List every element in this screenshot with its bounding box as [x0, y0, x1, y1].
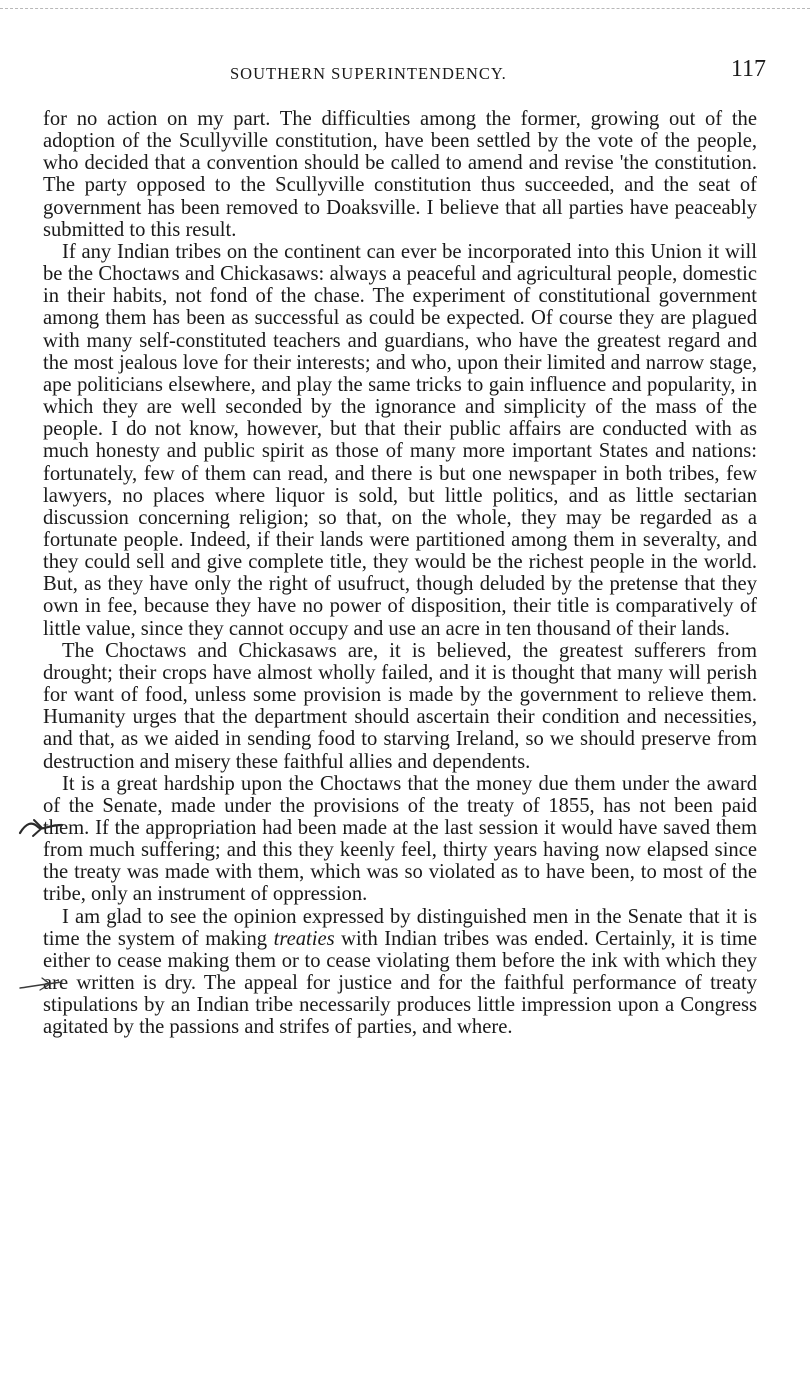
paragraph-5-text-a: I am glad to see the opinion expressed by distinguished men in the Senate that it is time the system of making: [43, 905, 757, 950]
paragraph-4: It is a great hardship upon the Choctaws that the money due them under the award of the Senate, made under the provisions of the treaty of 1855, has not been paid them. If the appropriation had been made at the last session it would have saved them from much suffering; and this they keenly feel, thirty years having now elapsed since the treaty was made with them, which was so violated as to have been, to most of the tribe, only an instrument of oppression.: [43, 772, 757, 906]
paragraph-5: [43, 906, 757, 1039]
paragraph-2: If any Indian tribes on the continent can ever be incorporated into this Union it will be the Choctaws and Chickasaws: always a peaceful and agricultural people, domestic in their habits, not fond of the chase. The experiment of constitutional government among them has been as successful as could be expected. Of course they are plagued with many self-constituted teachers and guardians, who have the greatest regard and the most jealous love for their interests; and who, upon their limited and narrow stage, ape politicians elsewhere, and play the same tricks to gain influence and popularity, in which they are well seconded by the ignorance and simplicity of the mass of the people. I do not know, however, but that their public affairs are conducted with as much honesty and public spirit as those of many more important States and nations: fortunately, few of them can read, and there is but one newspaper in both tribes, few lawyers, no places where liquor is sold, but little politics, and as little sectarian discussion concerning religion; so that, on the whole, they may be regarded as a fortunate people. Indeed, if their lands were partitioned among them in severalty, and they could sell and give complete title, they would be the richest people in the world. But, as they have only the right of usufruct, though deluded by the pretense that they own in fee, because they have no power of disposition, their title is comparatively of little value, since they cannot occupy and use an acre in ten thousand of their lands.: [43, 240, 757, 640]
running-title: SOUTHERN SUPERINTENDENCY.: [230, 64, 507, 83]
paragraph-3: The Choctaws and Chickasaws are, it is believed, the greatest sufferers from drought; their crops have almost wholly failed, and it is thought that many will perish for want of food, unless some provision is made by the government to relieve them. Humanity urges that the department should ascertain their condition and necessities, and that, as we aided in sending food to starving Ireland, so we should preserve from destruction and misery these faithful allies and dependents.: [43, 639, 757, 773]
handwritten-margin-tick-icon: [18, 976, 64, 996]
running-head: [44, 56, 766, 88]
paragraph-5-text-b: with Indian tribes was ended. Certainly, it is time either to cease making them or to cease violating them before the ink with which they are written is dry. The appeal for justice and for the faithful performance of treaty stipulations by an Indian tribe necessarily produces little impression upon a Congress agitated by the passions and strifes of parties, and where.: [43, 927, 757, 1039]
paragraph-1: for no action on my part. The difficulties among the former, growing out of the adoption of the Scullyville constitution, have been settled by the vote of the people, who decided that a convention should be called to amend and revise 'the constitution. The party opposed to the Scullyville constitution thus succeeded, and the seat of government has been removed to Doaksville. I believe that all parties have peaceably submitted to this result.: [43, 108, 757, 241]
paragraph-5-emphasis: treaties: [273, 927, 335, 950]
handwritten-margin-arrow-icon: [18, 817, 64, 839]
page-number: 117: [730, 56, 766, 82]
body-text: [43, 108, 757, 1039]
top-edge-rule: [0, 8, 810, 9]
